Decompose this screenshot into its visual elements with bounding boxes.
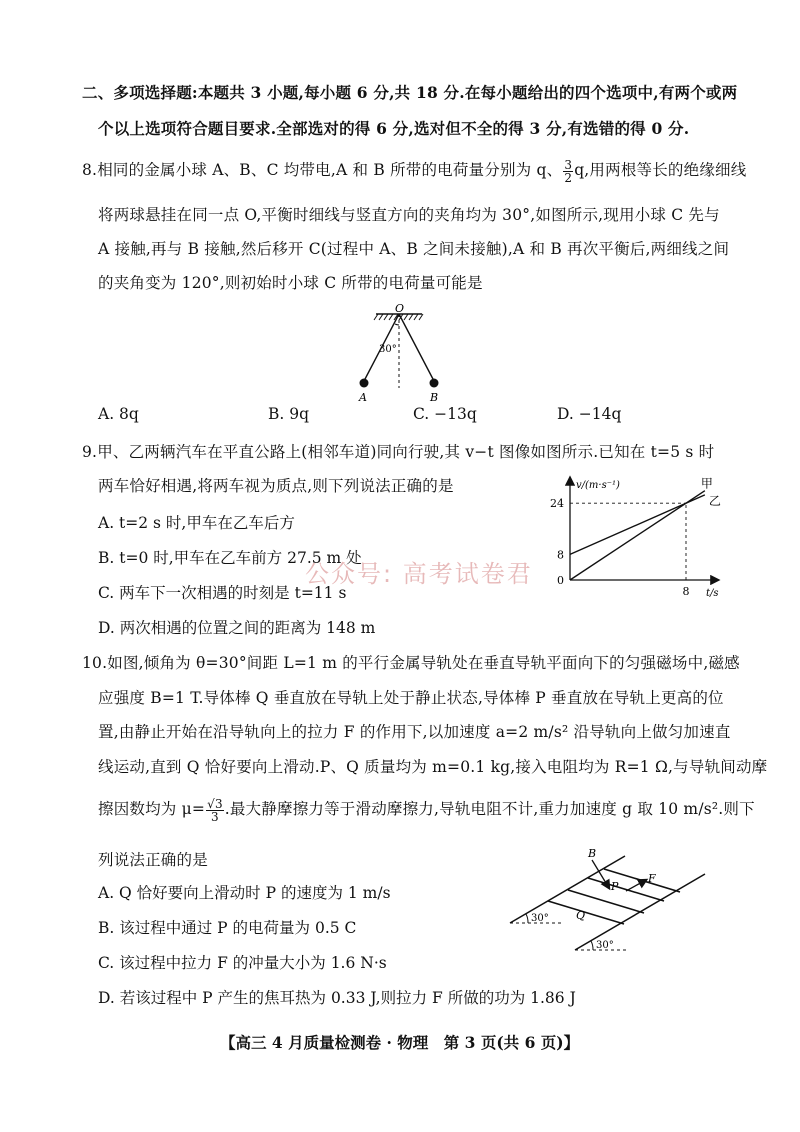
section-header-line2: 个以上选项符合题目要求.全部选对的得 6 分,选对但不全的得 3 分,有选错的得 0 分. [98,119,690,138]
q10-mu-fraction [206,798,224,823]
q8-line1-pre: 8.相同的金属小球 A、B、C 均带电,A 和 B 所带的电荷量分别为 q、 [82,161,563,179]
q9-vt-chart [530,470,730,600]
q8-pendulum-figure [340,302,460,406]
series-label-0: 甲 [700,476,713,491]
q10-angle1: 30° [531,913,549,924]
y-tick-label-2: 0 [557,574,564,587]
x-axis-label: t/s [706,588,719,599]
q10-mu-num: √3 [207,796,223,811]
q10-mu-den: 3 [211,809,219,824]
q8-label-b: B [430,391,439,404]
ball-b [430,379,439,388]
y-tick-label-0: 24 [550,497,564,511]
x-tick-label-0: 8 [682,585,690,598]
q8-line1 [82,158,746,184]
q10-line5-pre: 擦因数均为 μ= [98,800,206,818]
q10-line6: 列说法正确的是 [98,851,208,869]
q9-option-a[interactable]: A. t=2 s 时,甲车在乙车后方 [98,514,295,532]
y-tick-label-1: 8 [557,548,564,562]
q10-line4: 线运动,直到 Q 恰好要向上滑动.P、Q 质量均为 m=0.1 kg,接入电阻均为 R=1 Ω,与导轨间动摩 [98,758,768,776]
q8-line1-post: q,用两根等长的绝缘细线 [574,161,747,179]
q9-option-b[interactable]: B. t=0 时,甲车在乙车前方 27.5 m 处 [98,549,362,567]
q8-label-o: O [395,302,405,315]
q8-option-d[interactable]: D. −14q [557,405,622,423]
q10-rail-figure [500,840,715,955]
q8-option-a[interactable]: A. 8q [98,405,139,423]
series-line-1 [570,495,705,555]
q8-option-b[interactable]: B. 9q [268,405,310,423]
series-label-1: 乙 [708,493,721,508]
ball-a [360,379,369,388]
rod-q [548,901,624,924]
q10-option-c[interactable]: C. 该过程中拉力 F 的冲量大小为 1.6 N·s [98,954,387,972]
q10-line2: 应强度 B=1 T.导体棒 Q 垂直放在导轨上处于静止状态,导体棒 P 垂直放在导轨上更高的位 [98,689,724,707]
q10-option-a[interactable]: A. Q 恰好要向上滑动时 P 的速度为 1 m/s [98,884,391,902]
q10-label-q: Q [576,909,586,922]
q8-frac-num: 3 [564,157,573,172]
q8-line2: 将两球悬挂在同一点 O,平衡时细线与竖直方向的夹角均为 30°,如图所示,现用小球 C 先与 [98,206,720,224]
watermark: 公众号: 高考试卷君 [305,560,533,588]
q10-angle2: 30° [596,940,614,951]
y-axis-label: v/(m·s⁻¹) [576,480,620,491]
q8-option-c[interactable]: C. −13q [413,405,477,423]
q8-fraction [563,159,573,184]
q8-label-angle: 30° [379,344,397,355]
section-header-line1: 二、多项选择题:本题共 3 小题,每小题 6 分,共 18 分.在每小题给出的四个选项中,有两个或两 [82,83,738,102]
q8-frac-den: 2 [564,170,573,185]
q10-line1: 10.如图,倾角为 θ=30°间距 L=1 m 的平行金属导轨处在垂直导轨平面向下的匀强磁场中,磁感 [82,654,740,672]
q9-line2: 两车恰好相遇,将两车视为质点,则下列说法正确的是 [98,477,454,495]
q8-line3: A 接触,再与 B 接触,然后移开 C(过程中 A、B 之间未接触),A 和 B 再次平衡后,两细线之间 [98,240,730,258]
q9-option-c[interactable]: C. 两车下一次相遇的时刻是 t=11 s [98,584,347,602]
page-footer: 【高三 4 月质量检测卷 · 物理 第 3 页(共 6 页)】 [220,1033,580,1052]
q8-label-a: A [359,391,367,404]
q10-option-d[interactable]: D. 若该过程中 P 产生的焦耳热为 0.33 J,则拉力 F 所做的功为 1.86 J [98,989,576,1007]
q9-option-d[interactable]: D. 两次相遇的位置之间的距离为 148 m [98,619,376,637]
q10-label-f: F [648,872,656,885]
q10-line3: 置,由静止开始在沿导轨向上的拉力 F 的作用下,以加速度 a=2 m/s² 沿导轨向上做匀加速直 [98,723,731,741]
q10-label-p: P [611,880,619,893]
q10-line5 [98,797,755,823]
q8-line4: 的夹角变为 120°,则初始时小球 C 所带的电荷量可能是 [98,274,483,292]
q10-line5-post: .最大静摩擦力等于滑动摩擦力,导轨电阻不计,重力加速度 g 取 10 m/s².则下 [224,800,755,818]
q10-label-b: B [588,847,597,860]
q10-option-b[interactable]: B. 该过程中通过 P 的电荷量为 0.5 C [98,919,357,937]
q9-line1: 9.甲、乙两辆汽车在平直公路上(相邻车道)同向行驶,其 v−t 图像如图所示.已知在 t=5 s 时 [82,443,715,461]
